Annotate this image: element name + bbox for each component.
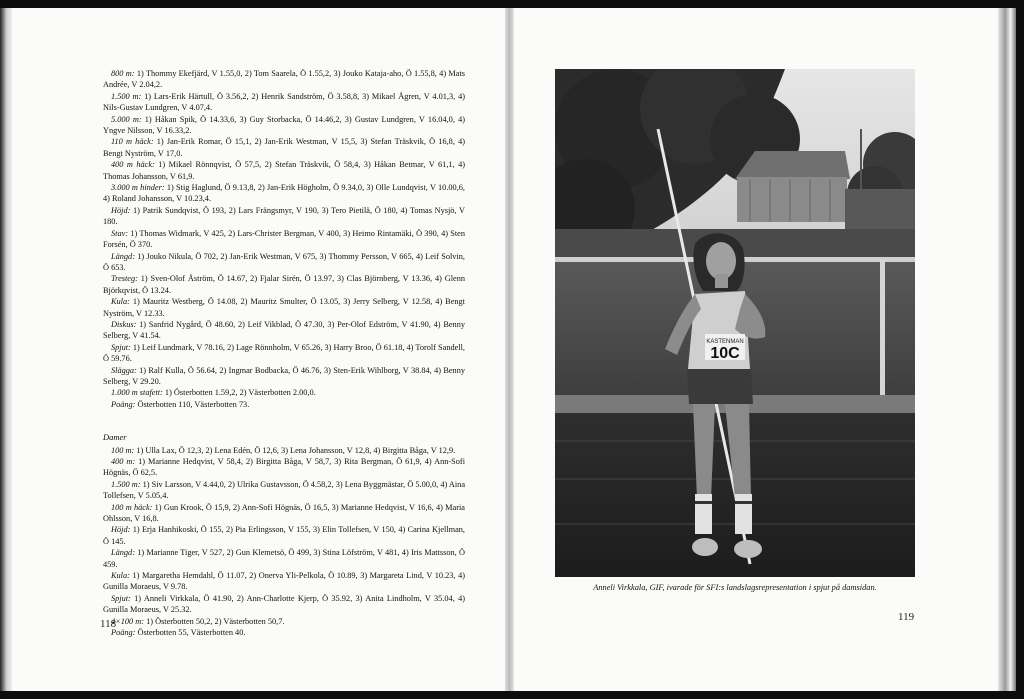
event-results: Österbotten 55, Västerbotten 40.	[135, 628, 246, 638]
event-results: 1) Anneli Virkkala, Ö 41.90, 2) Ann-Charlotte Kjerp, Ö 35.92, 3) Anita Lindholm, V 35.04, 4) Gunilla Moraeus, V 25.32.	[103, 593, 465, 615]
result-entry	[103, 547, 465, 570]
event-results: 1) Thommy Ekefjärd, V 1.55,0, 2) Tom Saarela, Ö 1.55,2, 3) Jouko Kataja-aho, Ö 1.55,8, 4) Mats Andrée, V 2.04,2.	[103, 69, 465, 90]
event-label: 1.000 m stafett:	[111, 388, 163, 398]
result-entry	[103, 205, 465, 228]
men-results-list	[103, 68, 465, 410]
event-results: 1) Marianne Hedqvist, V 58,4, 2) Birgitta Båga, V 58,7, 3) Rita Bergman, Ö 61,9, 4) Ann-Sofi Högnäs, Ö 62,5.	[103, 457, 466, 478]
result-entry	[103, 296, 465, 319]
event-results: 1) Ralf Kulla, Ö 56.64, 2) Ingmar Bodbacka, Ö 46.76, 3) Sten-Erik Wihlborg, V 38.84, 4) Benny Selberg, V 29.20.	[103, 365, 465, 386]
bib-number: 10C	[710, 345, 740, 362]
event-results: 1) Sanfrid Nygård, Ö 48.60, 2) Leif Vikblad, Ö 47.30, 3) Per-Olof Edström, V 41.90, 4) Benny Selberg, V 41.54.	[103, 319, 465, 341]
result-entry	[103, 399, 465, 410]
page-number-left: 118	[100, 618, 117, 630]
result-entry	[103, 616, 465, 627]
result-entry	[103, 479, 465, 502]
result-entry	[103, 502, 465, 525]
event-results: 1) Mikael Rönnqvist, Ö 57,5, 2) Stefan Träskvik, Ö 58,4, 3) Håkan Betmar, V 61,1, 4) Thomas Johansson, V 61,9.	[103, 160, 465, 181]
event-label: 800 m:	[111, 69, 135, 78]
event-label: 100 m:	[111, 445, 135, 455]
result-entry	[103, 387, 465, 398]
event-label: 3.000 m hinder:	[111, 183, 165, 193]
event-label: 400 m:	[111, 457, 136, 466]
result-entry	[103, 68, 465, 91]
event-results: 1) Österbotten 1.59,2, 2) Västerbotten 2.00,0.	[162, 388, 316, 398]
javelin-thrower-photo	[555, 69, 915, 577]
event-label: Tresteg:	[111, 274, 138, 284]
result-entry	[103, 114, 465, 137]
event-label: Längd:	[111, 548, 135, 558]
event-results: 1) Jouko Nikula, Ö 702, 2) Jan-Erik Westman, V 675, 3) Thommy Persson, V 665, 4) Leif Solvin, Ö 653.	[103, 251, 465, 272]
event-results: 1) Siv Larsson, V 4.44,0, 2) Ulrika Gustavsson, Ö 4.58,2, 3) Lena Byggmästar, Ö 5.00,0, 4) Aina Tollefsen, V 5.05,4.	[103, 479, 466, 501]
event-results: 1) Mauritz Westberg, Ö 14.08, 2) Mauritz Smulter, Ö 13.05, 3) Jerry Selberg, V 12.58, 4) Bengt Nyström, V 12.33.	[103, 297, 465, 318]
event-label: Stav:	[111, 228, 129, 238]
book-right-edge	[998, 8, 1016, 691]
event-results: 1) Lars-Erik Härtull, Ö 3.56,2, 2) Henrik Sandström, Ö 3.58,8, 3) Mikael Ågren, V 4.01,3, 4) Nils-Gustav Lundgren, V 4.07,4.	[103, 91, 465, 113]
result-entry	[103, 273, 465, 296]
result-entry	[103, 456, 465, 479]
result-entry	[103, 159, 465, 182]
event-label: Poäng:	[111, 399, 136, 409]
event-results: 1) Håkan Spik, Ö 14.33,6, 3) Guy Storbacka, Ö 14.46,2, 3) Gustav Lundgren, V 16.04,0, 4) Yngve Nilsson, V 16.33,2.	[103, 114, 465, 136]
result-entry	[103, 627, 465, 638]
event-label: 5.000 m:	[111, 114, 142, 124]
event-label: Höjd:	[111, 525, 131, 535]
event-results: 1) Gun Krook, Ö 15,9, 2) Ann-Sofi Högnäs, Ö 16,5, 3) Marianne Hedqvist, V 16,6, 4) Maria Ohlsson, V 16,8.	[103, 502, 465, 524]
event-label: Poäng:	[111, 628, 136, 638]
event-results: 1) Ulla Lax, Ö 12,3, 2) Lena Edén, Ö 12,6, 3) Lena Johansson, V 12,8, 4) Birgitta Båga, V 12,9.	[134, 445, 456, 455]
event-label: Spjut:	[111, 342, 131, 352]
event-results: 1) Patrik Sundqvist, Ö 193, 2) Lars Frängsmyr, V 190, 3) Tero Pietilä, Ö 180, 4) Tomas Nysjö, V 180.	[103, 205, 465, 227]
result-entry	[103, 570, 465, 593]
page-number-right: 119	[898, 611, 915, 623]
event-results: 1) Erja Hanhikoski, Ö 155, 2) Pia Erlingsson, V 155, 3) Elin Tollefsen, V 150, 4) Carina Kjellman, Ö 145.	[103, 525, 465, 546]
event-results: 1) Österbotten 50,2, 2) Västerbotten 50,7.	[144, 616, 285, 626]
athlete-photo	[555, 69, 915, 577]
event-results: 1) Thomas Widmark, V 425, 2) Lars-Christer Bergman, V 400, 3) Heimo Rintamäki, Ö 390, 4) Sten Forsén, Ö 370.	[103, 228, 465, 250]
result-entry	[103, 182, 465, 205]
event-results: Österbotten 110, Västerbotten 73.	[135, 399, 250, 409]
event-results: 1) Jan-Erik Romar, Ö 15,1, 2) Jan-Erik Westman, V 15,5, 3) Stefan Träskvik, Ö 16,8, 4) Bengt Nyström, V 17,0.	[103, 137, 465, 158]
result-entry	[103, 342, 465, 365]
result-entry	[103, 319, 465, 342]
event-label: Spjut:	[111, 593, 131, 603]
event-results: 1) Marianne Tiger, V 527, 2) Gun Klemetsö, Ö 499, 3) Stina Löfström, V 481, 4) Iris Mattsson, Ö 459.	[103, 548, 465, 569]
event-label: Kula:	[111, 297, 130, 307]
results-text-block	[103, 68, 465, 639]
result-entry	[103, 228, 465, 251]
event-label: Höjd:	[111, 205, 131, 215]
result-entry	[103, 365, 465, 388]
event-label: 4×100 m:	[111, 616, 145, 626]
bib-text: KASTENMAN	[706, 339, 744, 345]
book-gutter	[505, 8, 514, 691]
result-entry	[103, 91, 465, 114]
result-entry	[103, 445, 465, 456]
event-label: 1.500 m:	[111, 91, 142, 101]
women-results-list	[103, 445, 465, 639]
event-label: 400 m häck:	[111, 160, 155, 170]
event-label: Kula:	[111, 571, 130, 581]
event-label: Längd:	[111, 251, 135, 261]
event-label: 1.500 m:	[111, 479, 141, 489]
result-entry	[103, 593, 465, 616]
result-entry	[103, 251, 465, 274]
event-label: Slägga:	[111, 365, 137, 375]
book-left-edge	[0, 8, 12, 691]
event-results: 1) Margaretha Hemdahl, Ö 11.07, 2) Onerva Yli-Pelkola, Ö 10.89, 3) Margareta Lind, V 10.23, 4) Gunilla Moraeus, V 9.78.	[103, 571, 465, 592]
event-results: 1) Sven-Olof Åström, Ö 14.67, 2) Fjalar Sirén, Ö 13.97, 3) Clas Björnberg, V 13.36, 4) Glenn Björkqvist, Ö 13.24.	[103, 274, 465, 295]
women-section-heading: Damer	[103, 432, 127, 443]
result-entry	[103, 524, 465, 547]
event-label: Diskus:	[111, 319, 137, 329]
event-results: 1) Leif Lundmark, V 78.16, 2) Lage Rönnholm, V 65.26, 3) Harry Broo, Ö 61.18, 4) Torolf Sandell, Ö 59.76.	[103, 342, 465, 364]
event-label: 110 m häck:	[111, 137, 154, 147]
photo-caption: Anneli Virkkala, GIF, ivarade för SFI:s landslagsrepresentation i spjut på damsidan.	[593, 583, 877, 592]
result-entry	[103, 136, 465, 159]
event-label: 100 m häck:	[111, 502, 153, 512]
event-results: 1) Stig Haglund, Ö 9.13,8, 2) Jan-Erik Högholm, Ö 9.34,0, 3) Olle Lundqvist, V 10.00,6, 4) Roland Johansson, V 10.23,4.	[103, 183, 466, 204]
